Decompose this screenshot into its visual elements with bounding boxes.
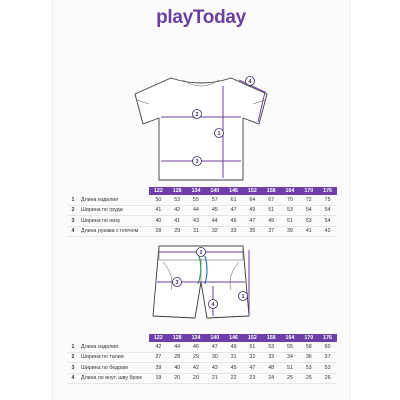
table-cell: 37 xyxy=(262,226,281,237)
table-cell: 72 xyxy=(299,195,318,205)
shorts-size-header xyxy=(67,334,337,342)
table-cell: 44 xyxy=(187,205,206,216)
table-cell: 22 xyxy=(224,373,243,384)
table-cell: 53 xyxy=(168,195,187,205)
table-cell: 49 xyxy=(262,216,281,227)
row-number: 3 xyxy=(67,216,79,227)
table-cell: 49 xyxy=(243,205,262,216)
size-176: 176 xyxy=(318,334,337,342)
row-number: 3 xyxy=(67,363,79,374)
table-cell: 57 xyxy=(205,195,224,205)
size-134: 134 xyxy=(187,187,206,195)
table-cell: 31 xyxy=(224,352,243,363)
svg-text:1: 1 xyxy=(217,131,221,137)
row-number: 1 xyxy=(67,195,79,205)
table-cell: 42 xyxy=(168,205,187,216)
shorts-marker-1 xyxy=(239,292,248,301)
table-cell: 67 xyxy=(262,195,281,205)
table-cell: 47 xyxy=(205,342,224,352)
shorts-marker-4 xyxy=(209,300,218,309)
tshirt-table-body xyxy=(67,195,337,237)
size-146: 146 xyxy=(224,187,243,195)
size-128: 128 xyxy=(168,187,187,195)
table-cell: 61 xyxy=(224,195,243,205)
marker-4 xyxy=(246,77,255,86)
table-cell: 28 xyxy=(168,352,187,363)
table-cell: 41 xyxy=(299,226,318,237)
table-cell: 35 xyxy=(243,226,262,237)
table-cell: 51 xyxy=(243,342,262,352)
size-158: 158 xyxy=(262,187,281,195)
table-cell: 41 xyxy=(168,216,187,227)
table-cell: 53 xyxy=(318,363,337,374)
table-cell: 47 xyxy=(243,363,262,374)
table-cell: 51 xyxy=(281,363,300,374)
size-146: 146 xyxy=(224,334,243,342)
table-row xyxy=(67,195,337,205)
svg-text:1: 1 xyxy=(241,294,245,300)
table-cell: 54 xyxy=(318,205,337,216)
tshirt-size-header xyxy=(67,187,337,195)
table-cell: 51 xyxy=(281,216,300,227)
shorts-table-body xyxy=(67,342,337,384)
table-cell: 28 xyxy=(149,226,168,237)
table-cell: 48 xyxy=(262,363,281,374)
table-cell: 47 xyxy=(243,216,262,227)
size-164: 164 xyxy=(281,187,300,195)
table-cell: 34 xyxy=(281,352,300,363)
tshirt-header-lead xyxy=(67,187,149,195)
table-cell: 50 xyxy=(149,195,168,205)
table-cell: 51 xyxy=(262,205,281,216)
table-cell: 70 xyxy=(281,195,300,205)
table-row xyxy=(67,352,337,363)
brand-part2: Today xyxy=(192,7,246,28)
table-cell: 44 xyxy=(168,342,187,352)
size-122: 122 xyxy=(149,334,168,342)
table-cell: 58 xyxy=(299,342,318,352)
table-row xyxy=(67,226,337,237)
size-140: 140 xyxy=(205,334,224,342)
size-122: 122 xyxy=(149,187,168,195)
svg-text:3: 3 xyxy=(195,159,199,165)
table-cell: 32 xyxy=(205,226,224,237)
table-cell: 21 xyxy=(205,373,224,384)
table-cell: 55 xyxy=(281,342,300,352)
table-cell: 47 xyxy=(224,205,243,216)
table-cell: 60 xyxy=(318,342,337,352)
table-cell: 42 xyxy=(149,342,168,352)
size-170: 170 xyxy=(299,187,318,195)
size-164: 164 xyxy=(281,334,300,342)
table-row xyxy=(67,373,337,384)
table-cell: 20 xyxy=(187,373,206,384)
table-cell: 29 xyxy=(187,352,206,363)
table-cell: 24 xyxy=(262,373,281,384)
table-row xyxy=(67,205,337,216)
table-cell: 64 xyxy=(243,195,262,205)
table-cell: 49 xyxy=(224,342,243,352)
size-152: 152 xyxy=(243,187,262,195)
svg-text:2: 2 xyxy=(195,112,199,118)
shorts-header-lead xyxy=(67,334,149,342)
table-cell: 42 xyxy=(318,226,337,237)
table-cell: 31 xyxy=(187,226,206,237)
table-cell: 26 xyxy=(318,373,337,384)
table-cell: 40 xyxy=(168,363,187,374)
table-cell: 44 xyxy=(205,216,224,227)
size-170: 170 xyxy=(299,334,318,342)
marker-1 xyxy=(215,129,224,138)
row-number: 4 xyxy=(67,226,79,237)
svg-text:4: 4 xyxy=(211,302,215,308)
row-number: 2 xyxy=(67,352,79,363)
table-cell: 75 xyxy=(318,195,337,205)
size-176: 176 xyxy=(318,187,337,195)
table-cell: 25 xyxy=(281,373,300,384)
table-cell: 36 xyxy=(299,352,318,363)
table-cell: 53 xyxy=(281,205,300,216)
table-row xyxy=(67,363,337,374)
table-cell: 25 xyxy=(299,373,318,384)
svg-text:3: 3 xyxy=(175,280,179,286)
table-cell: 39 xyxy=(149,363,168,374)
table-row xyxy=(67,216,337,227)
table-cell: 27 xyxy=(149,352,168,363)
row-label: Ширина по талии xyxy=(79,352,149,363)
table-cell: 43 xyxy=(205,363,224,374)
table-cell: 33 xyxy=(224,226,243,237)
size-134: 134 xyxy=(187,334,206,342)
svg-text:2: 2 xyxy=(199,250,203,256)
table-cell: 32 xyxy=(243,352,262,363)
size-158: 158 xyxy=(262,334,281,342)
table-cell: 39 xyxy=(281,226,300,237)
table-cell: 40 xyxy=(149,216,168,227)
row-label: Ширина по бедрам xyxy=(79,363,149,374)
table-cell: 37 xyxy=(318,352,337,363)
row-label: Длина рукава с плечом xyxy=(79,226,149,237)
table-cell: 42 xyxy=(187,363,206,374)
row-label: Длина изделия xyxy=(79,195,149,205)
size-140: 140 xyxy=(205,187,224,195)
row-label: Ширина по груди xyxy=(79,205,149,216)
tshirt-size-table xyxy=(67,187,337,237)
shorts-size-table xyxy=(67,334,337,384)
table-cell: 46 xyxy=(224,216,243,227)
table-cell: 33 xyxy=(262,352,281,363)
row-label: Длина изделия xyxy=(79,342,149,352)
table-cell: 43 xyxy=(187,216,206,227)
table-cell: 53 xyxy=(299,363,318,374)
marker-2 xyxy=(193,110,202,119)
table-cell: 54 xyxy=(299,205,318,216)
table-cell: 41 xyxy=(149,205,168,216)
size-chart-page xyxy=(52,0,350,400)
table-cell: 23 xyxy=(243,373,262,384)
table-cell: 45 xyxy=(205,205,224,216)
table-cell: 20 xyxy=(168,373,187,384)
table-cell: 29 xyxy=(168,226,187,237)
row-label: Ширина по низу xyxy=(79,216,149,227)
row-number: 4 xyxy=(67,373,79,384)
table-cell: 19 xyxy=(149,373,168,384)
svg-text:4: 4 xyxy=(248,79,252,85)
table-cell: 30 xyxy=(205,352,224,363)
row-label: Длина по внут. шву брюк xyxy=(79,373,149,384)
shorts-marker-3 xyxy=(173,278,182,287)
table-row xyxy=(67,342,337,352)
table-cell: 53 xyxy=(262,342,281,352)
brand-part1: play xyxy=(156,7,193,28)
table-cell: 46 xyxy=(187,342,206,352)
row-number: 2 xyxy=(67,205,79,216)
table-cell: 55 xyxy=(187,195,206,205)
table-cell: 54 xyxy=(318,216,337,227)
size-128: 128 xyxy=(168,334,187,342)
table-cell: 45 xyxy=(224,363,243,374)
row-number: 1 xyxy=(67,342,79,352)
marker-3 xyxy=(193,157,202,166)
size-152: 152 xyxy=(243,334,262,342)
shorts-marker-2 xyxy=(197,248,206,257)
table-cell: 53 xyxy=(299,216,318,227)
